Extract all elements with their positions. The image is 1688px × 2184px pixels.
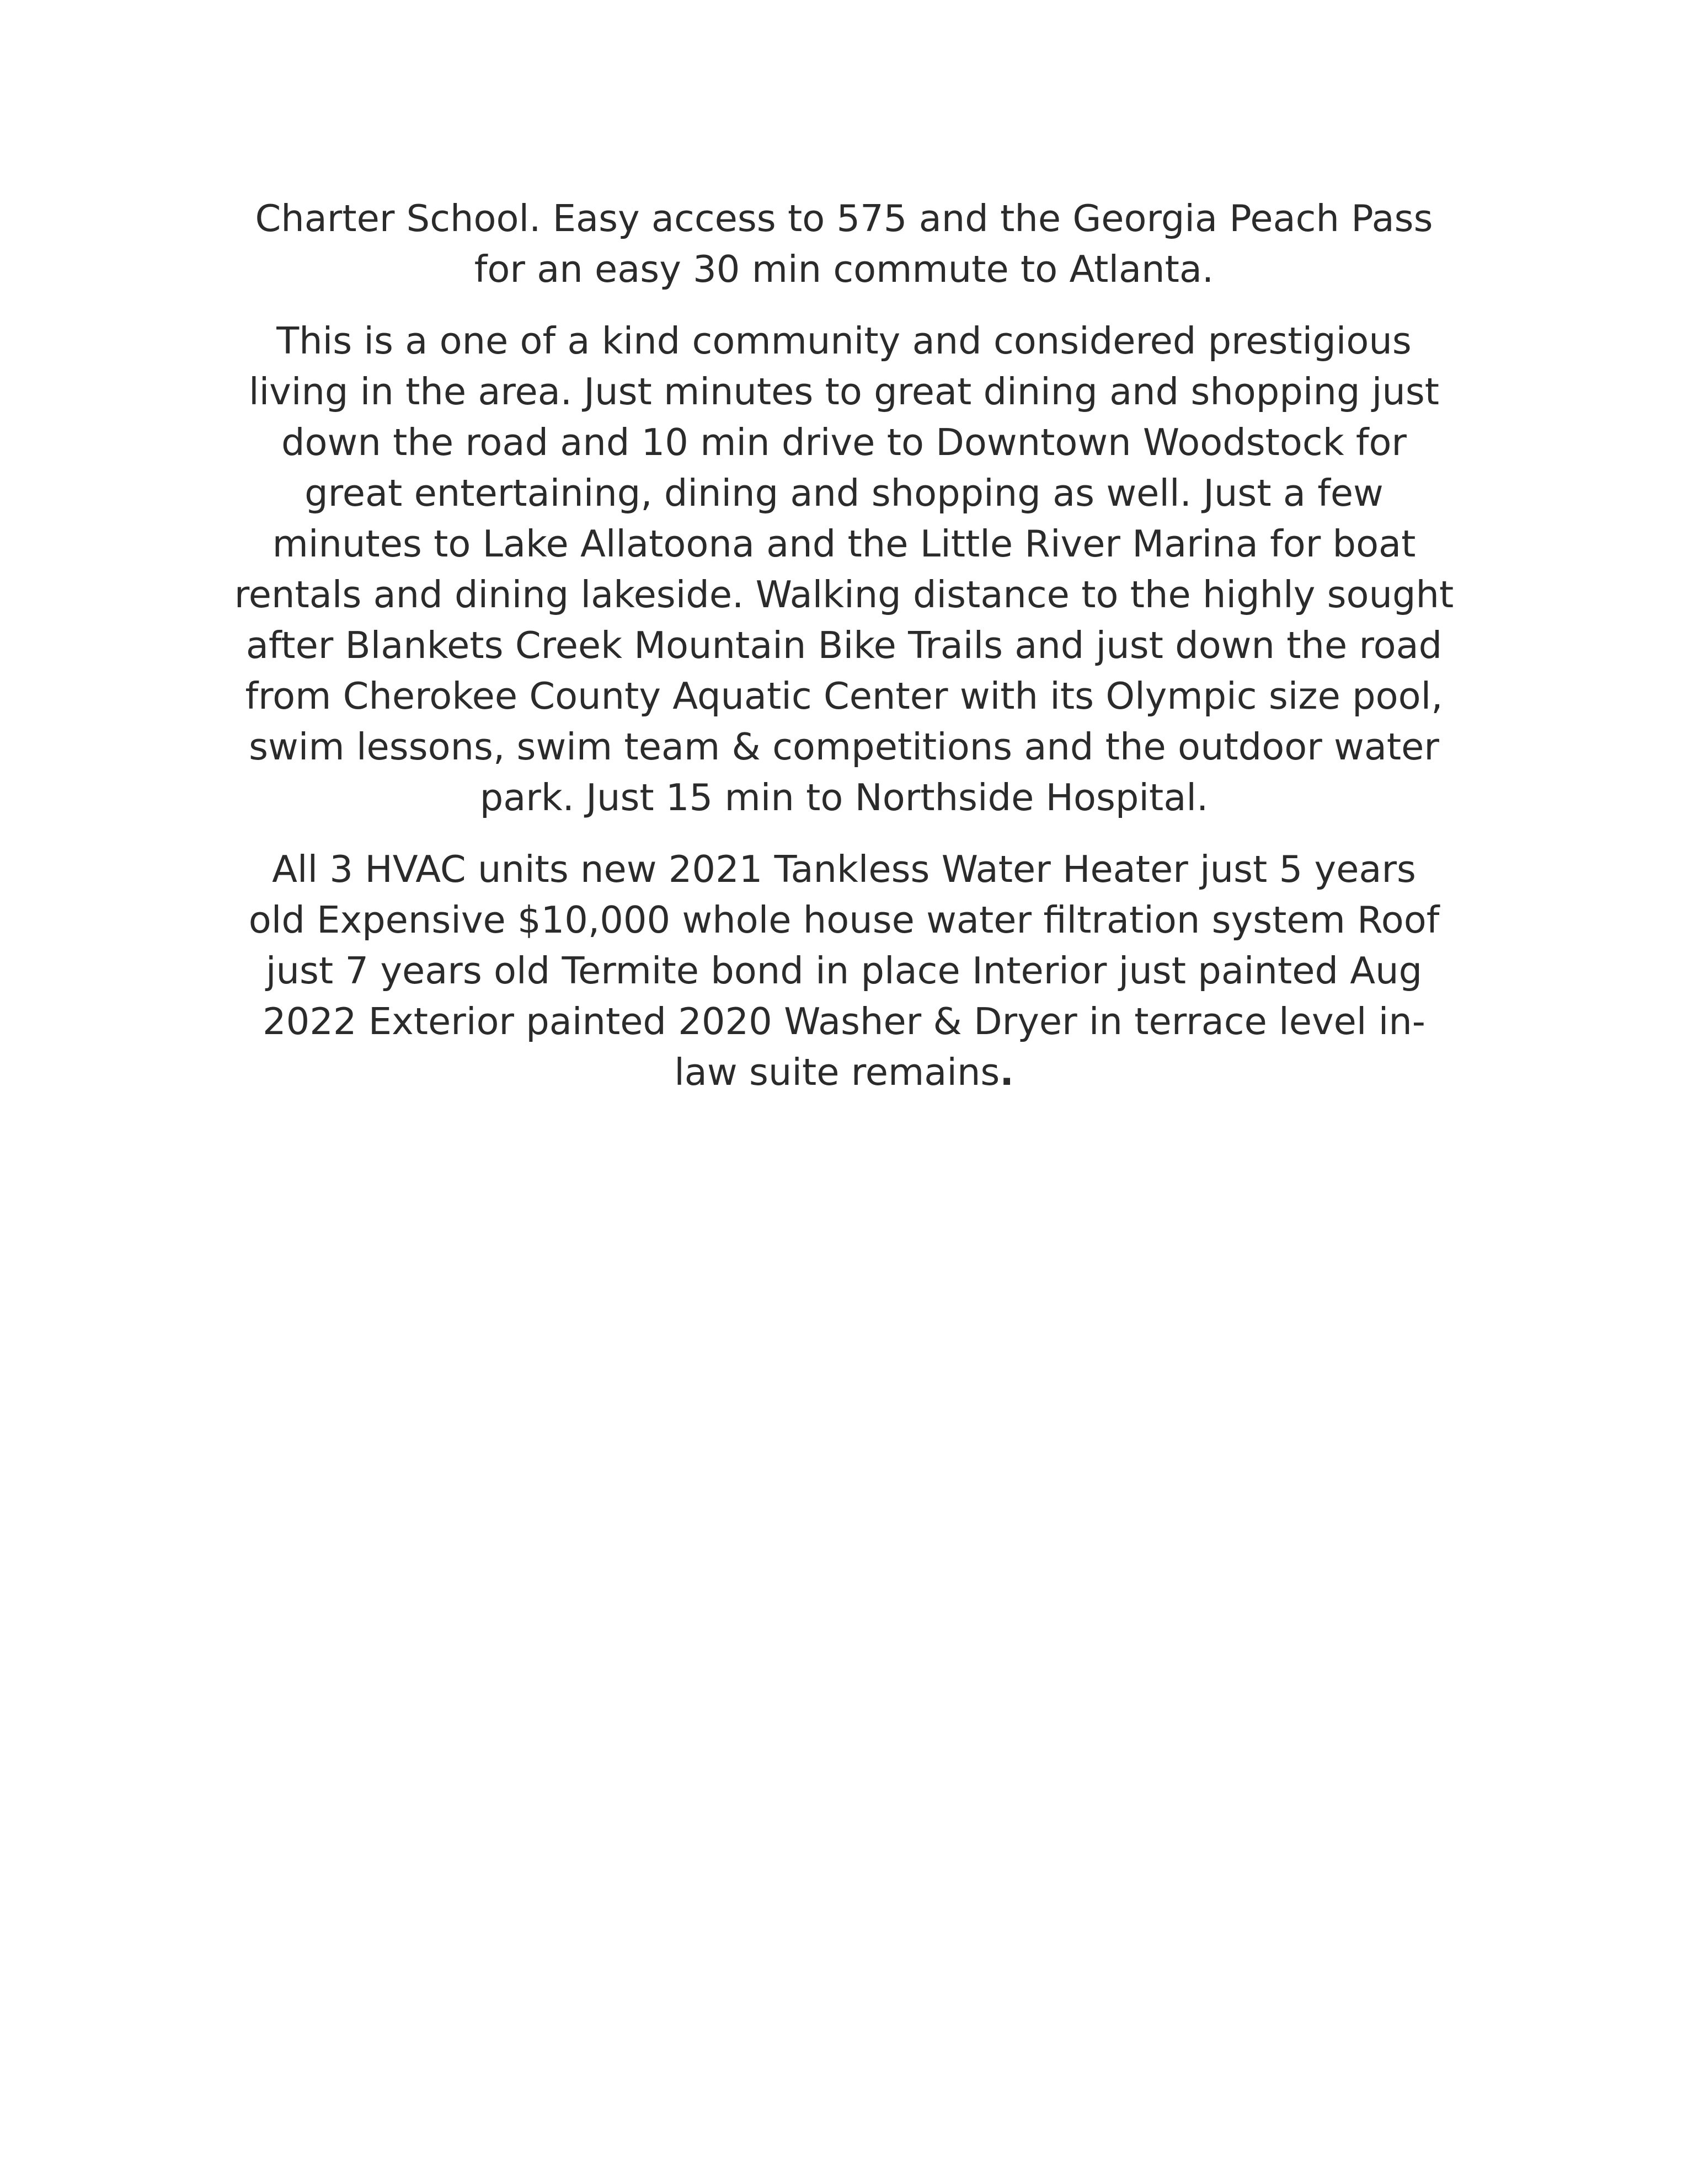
- text-line: great entertaining, dining and shopping as well. Just a few: [305, 472, 1383, 515]
- text-line: This is a one of a kind community and considered prestigious: [276, 319, 1412, 362]
- text-line: after Blankets Creek Mountain Bike Trails and just down the road: [245, 624, 1443, 667]
- text-line-content: law suite remains: [674, 1051, 1000, 1094]
- document-body: [196, 193, 1492, 1118]
- text-line: swim lessons, swim team & competitions and the outdoor water: [249, 725, 1439, 768]
- text-line: All 3 HVAC units new 2021 Tankless Water Heater just 5 years: [272, 848, 1416, 891]
- text-line: Charter School. Easy access to 575 and the Georgia Peach Pass: [255, 197, 1433, 240]
- paragraph-home-features: [196, 844, 1492, 1098]
- paragraph-charter-school: [196, 193, 1492, 295]
- text-line: park. Just 15 min to Northside Hospital.: [479, 776, 1209, 819]
- text-line: just 7 years old Termite bond in place Interior just painted Aug: [265, 949, 1423, 992]
- text-line: from Cherokee County Aquatic Center with its Olympic size pool,: [245, 675, 1443, 718]
- text-line: old Expensive $10,000 whole house water filtration system Roof: [248, 898, 1440, 941]
- text-line: down the road and 10 min drive to Downtown Woodstock for: [281, 421, 1407, 464]
- text-line: living in the area. Just minutes to great dining and shopping just: [248, 370, 1440, 413]
- paragraph-community: [196, 315, 1492, 823]
- text-line: minutes to Lake Allatoona and the Little River Marina for boat: [272, 522, 1416, 565]
- text-line: rentals and dining lakeside. Walking distance to the highly sought: [234, 573, 1454, 616]
- text-line-last: [196, 1047, 1492, 1098]
- final-period: .: [1000, 1051, 1014, 1094]
- text-line: for an easy 30 min commute to Atlanta.: [474, 248, 1214, 291]
- text-line: 2022 Exterior painted 2020 Washer & Dryer in terrace level in-: [263, 1000, 1425, 1043]
